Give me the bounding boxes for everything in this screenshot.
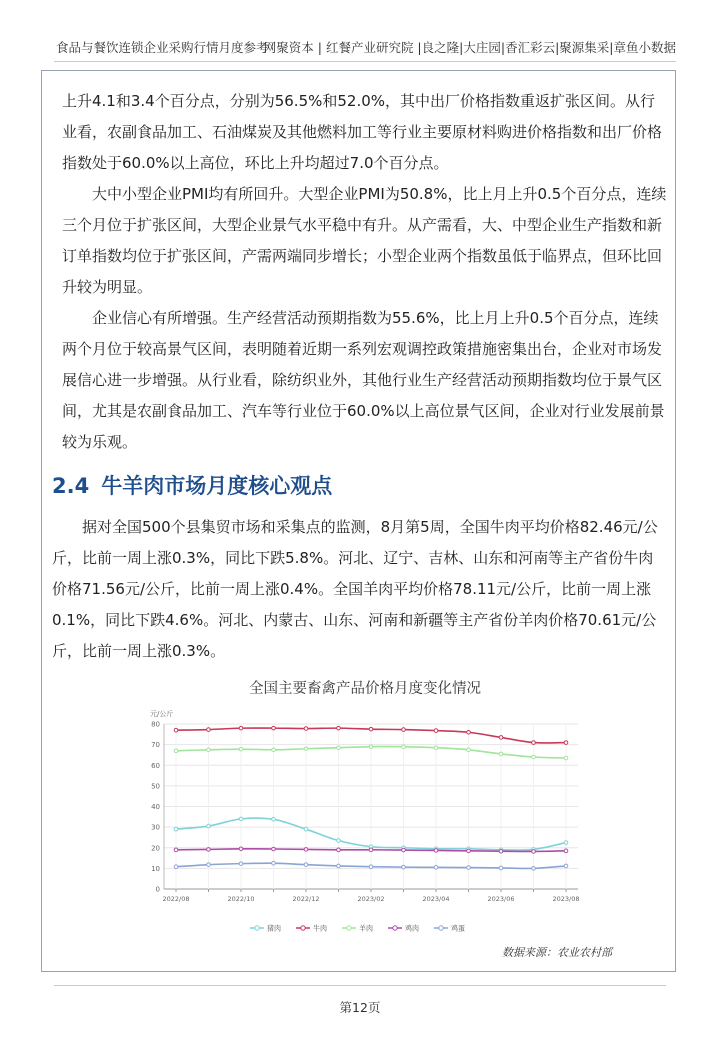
- series-3-point-7: [402, 848, 406, 852]
- series-1-point-8: [434, 729, 438, 733]
- series-2-point-6: [369, 745, 373, 749]
- y-tick-label-40: 40: [151, 803, 160, 811]
- series-4-point-5: [337, 864, 341, 868]
- x-tick-label-2022/10: 2022/10: [227, 895, 255, 903]
- series-4-point-3: [272, 861, 276, 865]
- y-tick-label-30: 30: [151, 823, 160, 832]
- series-4-point-9: [467, 866, 471, 870]
- series-3-point-1: [207, 848, 211, 852]
- series-4-point-10: [499, 866, 503, 870]
- series-2-point-3: [272, 748, 276, 752]
- series-0-point-1: [207, 824, 211, 828]
- chart-svg: [140, 672, 590, 972]
- series-4-point-11: [532, 867, 536, 871]
- legend-label-0: 猪肉: [267, 924, 281, 933]
- page-number: 第12页: [339, 1000, 381, 1015]
- y-tick-label-80: 80: [151, 720, 160, 729]
- series-3-point-0: [174, 848, 178, 852]
- series-4-point-2: [239, 862, 243, 866]
- series-2-point-1: [207, 748, 211, 752]
- footer-rule: [54, 985, 666, 986]
- legend-swatch-dot-0: [255, 926, 259, 930]
- y-tick-label-20: 20: [151, 844, 160, 853]
- series-0-point-0: [174, 827, 178, 831]
- series-3-point-10: [499, 849, 503, 853]
- series-4-point-7: [402, 865, 406, 869]
- series-2-point-10: [499, 752, 503, 756]
- section-title: 牛羊肉市场月度核心观点: [101, 474, 333, 498]
- chart-title: 全国主要畜禽产品价格月度变化情况: [249, 681, 481, 697]
- series-0-point-12: [564, 841, 568, 845]
- y-tick-label-10: 10: [151, 864, 160, 873]
- series-0-point-2: [239, 817, 243, 821]
- series-2-point-5: [337, 746, 341, 750]
- series-4-point-1: [207, 863, 211, 867]
- legend-swatch-dot-3: [393, 926, 397, 930]
- legend-label-4: 鸡蛋: [451, 924, 465, 933]
- series-3-point-5: [337, 848, 341, 852]
- series-2-point-11: [532, 755, 536, 759]
- series-2-point-7: [402, 745, 406, 749]
- paragraph-enterprise-confidence: 企业信心有所增强。生产经营活动预期指数为55.6%，比上月上升0.5个百分点，连续两个月位于较高景气区间，表明随着近期一系列宏观调控政策措施密集出台，企业对市场发展信心进一步增强。从行业看，除纺织业外，其他行业生产经营活动预期指数均位于景气区间，尤其是农副食品加工、汽车等行业位于60.0%以上高位景气区间，企业对行业发展前景较为乐观。: [62, 309, 665, 451]
- x-tick-label-2022/12: 2022/12: [292, 895, 320, 903]
- legend-label-3: 鸡肉: [405, 924, 419, 933]
- legend-swatch-dot-1: [301, 926, 305, 930]
- legend-swatch-dot-2: [347, 926, 351, 930]
- y-tick-label-60: 60: [151, 761, 160, 770]
- source-note: 数据来源：农业农村部: [502, 946, 612, 959]
- paragraph-enterprise-pmi: 大中小型企业PMI均有所回升。大型企业PMI为50.8%，比上月上升0.5个百分点，连续三个月位于扩张区间，大型企业景气水平稳中有升。从产需看，大、中型企业生产指数和新订单指数均位于扩张区间，产需两端同步增长；小型企业两个指数虽低于临界点，但环比回升较为明显。: [62, 185, 667, 296]
- x-tick-label-2023/02: 2023/02: [357, 895, 385, 903]
- series-4-point-6: [369, 865, 373, 869]
- series-2-point-4: [304, 747, 308, 751]
- series-1-point-1: [207, 728, 211, 732]
- series-1-point-5: [337, 726, 341, 730]
- series-1-point-11: [532, 741, 536, 745]
- section-heading: [52, 470, 332, 500]
- series-3-point-3: [272, 847, 276, 851]
- series-3-point-12: [564, 849, 568, 853]
- series-4-point-4: [304, 863, 308, 867]
- header-right-partners: 网聚资本 | 红餐产业研究院 |良之隆|大庄园|香汇彩云|聚源集采|章鱼小数据: [263, 40, 676, 55]
- series-1-point-6: [369, 727, 373, 731]
- series-3-point-6: [369, 848, 373, 852]
- series-1-point-7: [402, 728, 406, 732]
- series-0-point-5: [337, 839, 341, 843]
- header-left-title: 食品与餐饮连锁企业采购行情月度参考: [56, 40, 269, 55]
- series-1-point-3: [272, 726, 276, 730]
- x-tick-label-2023/04: 2023/04: [422, 895, 450, 903]
- series-1-point-9: [467, 730, 471, 734]
- legend-label-2: 羊肉: [359, 924, 373, 933]
- series-3-point-9: [467, 849, 471, 853]
- x-tick-label-2023/06: 2023/06: [487, 895, 515, 903]
- y-axis-label: 元/公斤: [150, 710, 174, 718]
- series-4-point-0: [174, 865, 178, 869]
- series-1-point-4: [304, 727, 308, 731]
- series-2-point-12: [564, 756, 568, 760]
- series-3-point-4: [304, 848, 308, 852]
- series-2-point-0: [174, 749, 178, 753]
- series-1-point-12: [564, 741, 568, 745]
- series-3-point-11: [532, 850, 536, 854]
- series-1-point-2: [239, 726, 243, 730]
- series-2-point-2: [239, 747, 243, 751]
- series-2-point-8: [434, 746, 438, 750]
- y-tick-label-0: 0: [155, 885, 160, 894]
- legend-label-1: 牛肉: [313, 924, 327, 933]
- y-tick-label-70: 70: [151, 741, 160, 750]
- x-tick-label-2023/08: 2023/08: [552, 895, 580, 903]
- series-3-point-8: [434, 849, 438, 853]
- series-3-point-2: [239, 847, 243, 851]
- legend-swatch-dot-4: [439, 926, 443, 930]
- series-0-point-4: [304, 827, 308, 831]
- series-4-point-12: [564, 864, 568, 868]
- header-rule: [54, 61, 676, 62]
- series-1-point-0: [174, 728, 178, 732]
- section-number: 2.4: [52, 474, 90, 498]
- paragraph-price-index: 上升4.1和3.4个百分点，分别为56.5%和52.0%，其中出厂价格指数重返扩张区间。从行业看，农副食品加工、石油煤炭及其他燃料加工等行业主要原材料购进价格指数和出厂价格指数处于60.0%以上高位，环比上升均超过7.0个百分点。: [62, 92, 663, 172]
- series-2-point-9: [467, 748, 471, 752]
- x-tick-label-2022/08: 2022/08: [162, 895, 190, 903]
- series-0-point-3: [272, 817, 276, 821]
- paragraph-beef-mutton-market: 据对全国500个县集贸市场和采集点的监测，8月第5周，全国牛肉平均价格82.46元/公斤，比前一周上涨0.3%，同比下跌5.8%。河北、辽宁、吉林、山东和河南等主产省份牛肉价格71.56元/公斤，比前一周上涨0.4%。全国羊肉平均价格78.11元/公斤，比前一周上涨0.1%，同比下跌4.6%。河北、内蒙古、山东、河南和新疆等主产省份羊肉价格70.61元/公斤，比前一周上涨0.3%。: [52, 518, 658, 660]
- chart-container: [140, 672, 590, 972]
- series-1-point-10: [499, 736, 503, 740]
- y-tick-label-50: 50: [151, 782, 160, 791]
- series-4-point-8: [434, 866, 438, 870]
